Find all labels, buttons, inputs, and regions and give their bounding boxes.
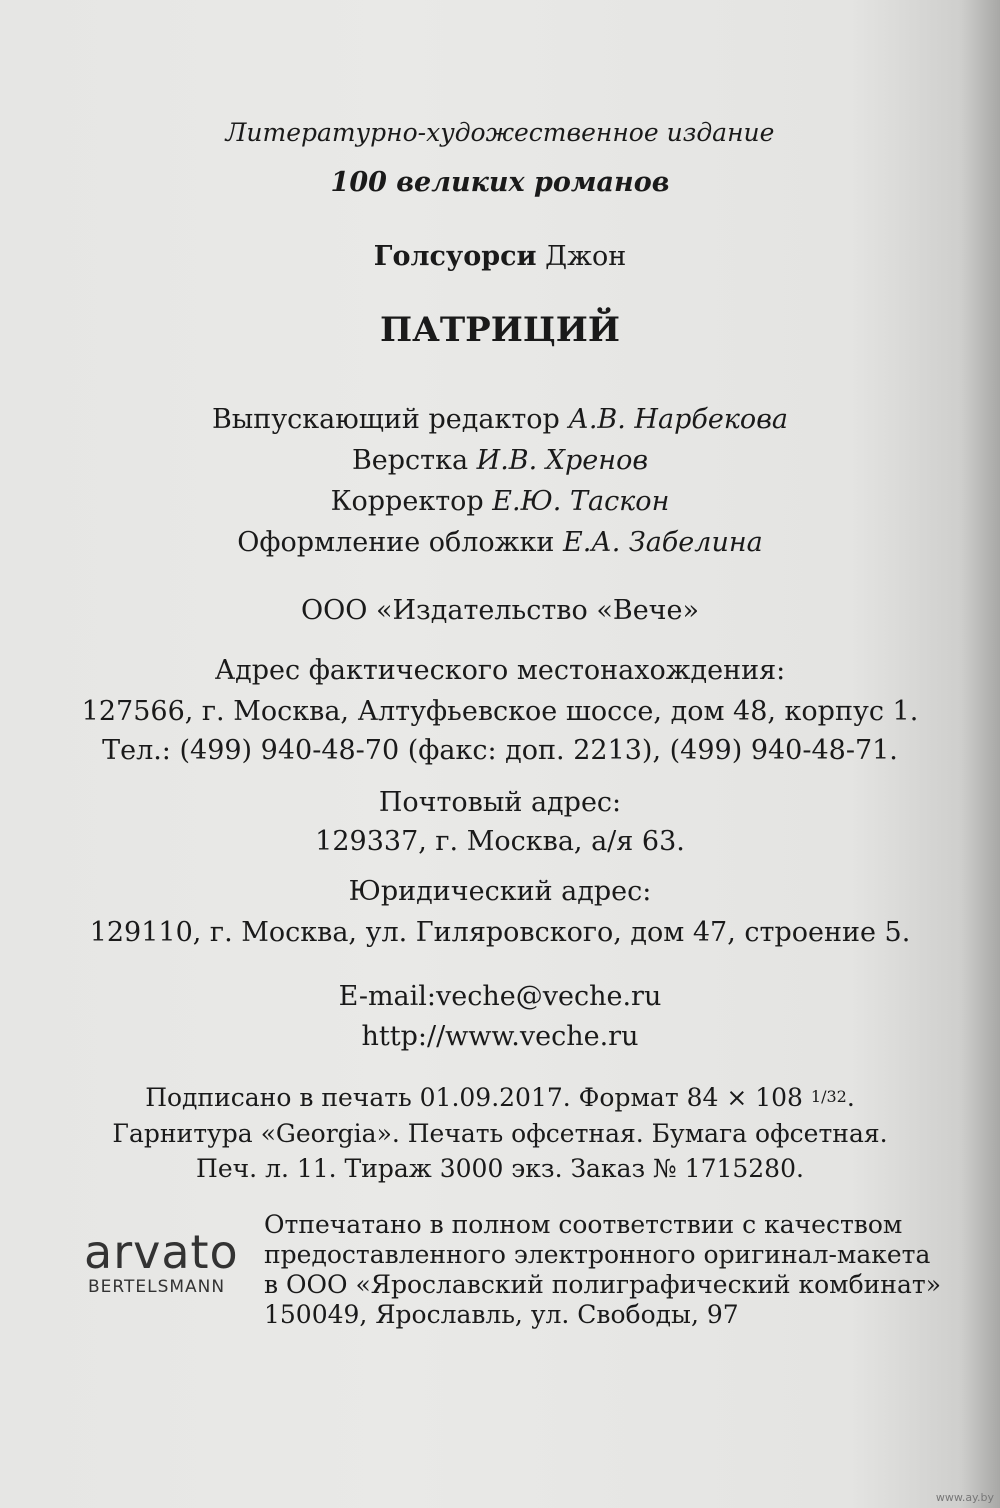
- logo-word: arvato: [84, 1225, 239, 1279]
- credit-role: Выпускающий редактор: [211, 404, 560, 435]
- printer-line: предоставленного электронного оригинал-макета: [264, 1240, 931, 1269]
- credit-person: А.В. Нарбекова: [568, 404, 789, 435]
- format-fraction: 1/32: [810, 1087, 847, 1106]
- printer-line: 150049, Ярославль, ул. Свободы, 97: [264, 1300, 739, 1329]
- author-name: Джон: [545, 241, 627, 272]
- edition-type: Литературно-художественное издание: [225, 118, 775, 147]
- credit-person: Е.Ю. Таскон: [492, 486, 670, 517]
- watermark: www.ay.by: [935, 1491, 994, 1504]
- credit-person: И.В. Хренов: [476, 445, 649, 476]
- credit-person: Е.А. Забелина: [562, 527, 763, 558]
- credit-cover: [0, 526, 1000, 560]
- arvato-logo: [84, 1225, 254, 1298]
- run-line: Печ. л. 11. Тираж 3000 экз. Заказ № 1715280.: [196, 1154, 804, 1183]
- credit-proofreader: [0, 485, 1000, 519]
- logo-sub: BERTELSMANN: [88, 1277, 226, 1297]
- credit-layout: [0, 444, 1000, 478]
- publisher-name: ООО «Издательство «Вече»: [300, 595, 700, 626]
- book-title: ПАТРИЦИЙ: [380, 310, 620, 350]
- author-surname: Голсуорси: [373, 241, 537, 272]
- postal-label: Почтовый адрес:: [378, 787, 622, 818]
- legal-address: 129110, г. Москва, ул. Гиляровского, дом 47, строение 5.: [89, 917, 911, 948]
- printer-line: в ООО «Ярославский полиграфический комбинат»: [264, 1270, 942, 1299]
- actual-address-label: Адрес фактического местонахождения:: [214, 655, 786, 686]
- printer-info: [264, 1210, 941, 1330]
- legal-label: Юридический адрес:: [348, 876, 652, 907]
- printer-line: Отпечатано в полном соответствии с качеством: [264, 1210, 903, 1239]
- website: http://www.veche.ru: [361, 1021, 639, 1052]
- credit-role: Верстка: [351, 445, 469, 476]
- credit-role: Корректор: [330, 486, 484, 517]
- actual-address: 127566, г. Москва, Алтуфьевское шоссе, дом 48, корпус 1.: [81, 696, 919, 727]
- phone-line: Тел.: (499) 940-48-70 (факс: доп. 2213), (499) 940-48-71.: [102, 735, 898, 766]
- signed-line: Подписано в печать 01.09.2017. Формат 84 × 108 1/32.: [145, 1083, 855, 1112]
- credit-role: Оформление обложки: [237, 527, 555, 558]
- postal-address: 129337, г. Москва, а/я 63.: [315, 826, 685, 857]
- signed-text: Подписано в печать 01.09.2017. Формат 84 × 108: [145, 1083, 803, 1112]
- typeface-line: Гарнитура «Georgia». Печать офсетная. Бумага офсетная.: [112, 1119, 888, 1148]
- email: E-mail:veche@veche.ru: [338, 981, 662, 1012]
- series-name: 100 великих романов: [330, 167, 670, 198]
- author-line: [0, 240, 1000, 274]
- credit-editor: [0, 403, 1000, 437]
